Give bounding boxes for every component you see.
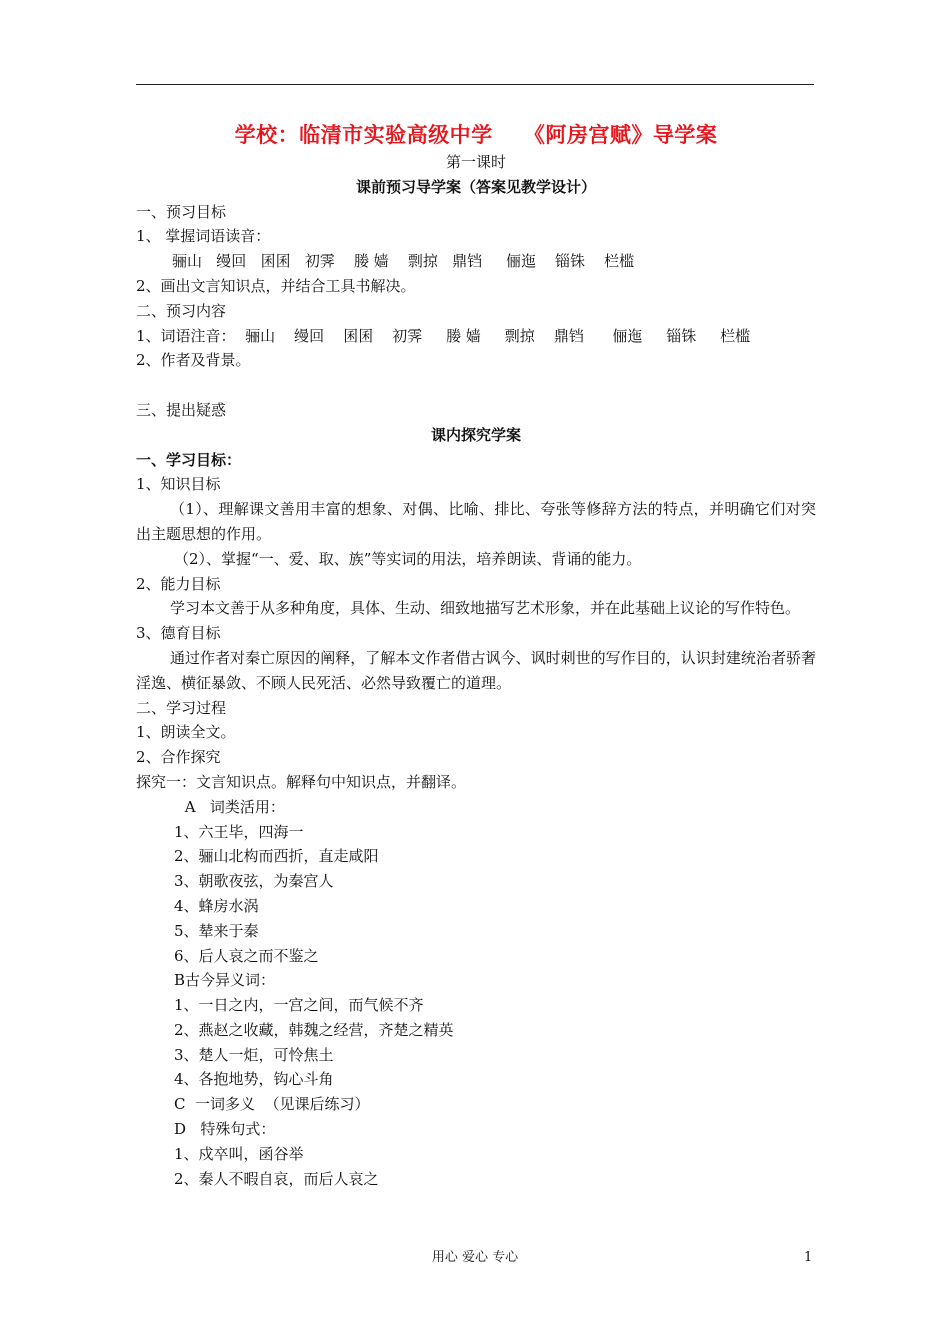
explore-1-heading: 探究一：文言知识点。解释句中知识点，并翻译。 — [136, 772, 467, 791]
knowledge-goal-heading: 1、知识目标 — [136, 475, 221, 494]
section-c-heading: C 一词多义 （见课后练习） — [174, 1095, 370, 1114]
list-item: 2、骊山北构而西折，直走咸阳 — [174, 847, 379, 866]
list-item: 2、秦人不暇自哀，而后人哀之 — [174, 1169, 379, 1188]
preview-goal-1: 1、 掌握词语读音： — [136, 227, 271, 246]
process-item-1: 1、朗读全文。 — [136, 723, 236, 742]
preview-content-heading: 二、预习内容 — [136, 301, 227, 320]
blank-line — [136, 373, 816, 398]
list-item: 4、蜂房水涡 — [174, 896, 259, 915]
section-b-heading: B古今异义词： — [174, 971, 276, 990]
list-item: 1、六王毕，四海一 — [174, 822, 304, 841]
inclass-heading: 课内探究学案 — [430, 425, 521, 444]
document-body — [136, 120, 816, 1191]
preview-doubt-heading: 三、提出疑惑 — [136, 400, 227, 419]
list-item: 1、一日之内，一宫之间，而气候不齐 — [174, 996, 424, 1015]
preview-goal-2: 2、画出文言知识点，并结合工具书解决。 — [136, 276, 416, 295]
page-footer: 用心 爱心 专心 — [431, 1250, 519, 1265]
page-title: 学校：临清市实验高级中学 《阿房宫赋》导学案 — [234, 122, 718, 147]
list-item: 3、楚人一炬，可怜焦土 — [174, 1045, 334, 1064]
ability-goal-paragraph: 学习本文善于从多种角度，具体、生动、细致地描写艺术形象，并在此基础上议论的写作特色。 — [170, 599, 801, 618]
list-item: 2、燕赵之收藏，韩魏之经营，齐楚之精英 — [174, 1020, 454, 1039]
section-d-heading: D 特殊句式： — [174, 1120, 276, 1139]
moral-goal-heading: 3、德育目标 — [136, 624, 221, 643]
list-item: 3、朝歌夜弦，为秦宫人 — [174, 872, 334, 891]
preview-heading: 课前预习导学案（答案见教学设计） — [355, 177, 596, 196]
knowledge-goal-paragraph-1: （1）、理解课文善用丰富的想象、对偶、比喻、排比、夸张等修辞方法的特点，并明确它们对突出主题思想的作用。 — [136, 500, 816, 543]
list-item: 4、各抱地势，钩心斗角 — [174, 1070, 334, 1089]
page-number: 1 — [804, 1250, 813, 1265]
section-a-heading: A 词类活用： — [180, 797, 285, 816]
knowledge-goal-paragraph-2: （2）、掌握“一、爱、取、族”等实词的用法，培养朗读、背诵的能力。 — [174, 549, 642, 568]
list-item: 1、戍卒叫，函谷举 — [174, 1144, 304, 1163]
preview-goals-heading: 一、预习目标 — [136, 202, 227, 221]
preview-content-1: 1、词语注音： 骊山 缦回 囷囷 初霁 媵 嫱 剽掠 鼎铛 俪迤 锱铢 栏槛 — [136, 326, 751, 345]
list-item: 5、辇来于秦 — [174, 921, 259, 940]
process-item-2: 2、合作探究 — [136, 748, 221, 767]
lesson-subtitle: 第一课时 — [445, 153, 506, 171]
learning-goals-heading: 一、学习目标： — [136, 450, 242, 469]
list-item: 6、后人哀之而不鉴之 — [174, 946, 319, 965]
ability-goal-heading: 2、能力目标 — [136, 574, 221, 593]
moral-goal-paragraph: 通过作者对秦亡原因的阐释，了解本文作者借古讽今、讽时刺世的写作目的，认识封建统治者骄奢淫逸、横征暴敛、不顾人民死活、必然导致覆亡的道理。 — [136, 648, 816, 692]
process-heading: 二、学习过程 — [136, 698, 227, 717]
preview-content-2: 2、作者及背景。 — [136, 351, 251, 370]
preview-goal-1-words: 骊山 缦回 囷囷 初霁 媵 嫱 剽掠 鼎铛 俪迤 锱铢 栏槛 — [172, 252, 635, 271]
header-rule — [136, 84, 814, 85]
